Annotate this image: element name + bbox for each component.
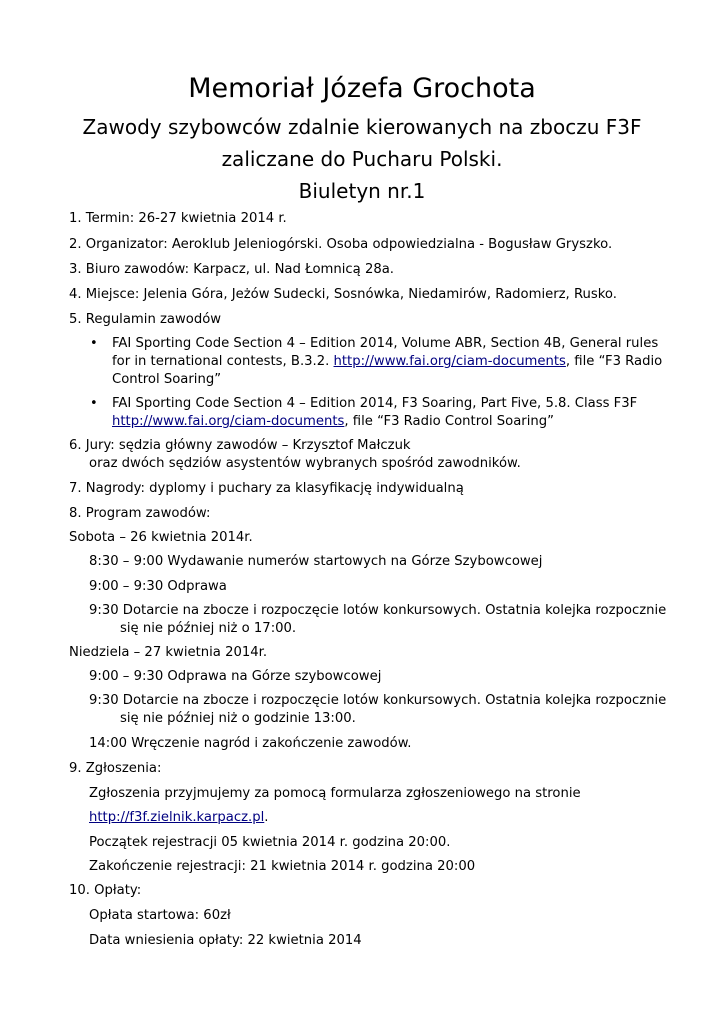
sunday-event-3: 14:00 Wręczenie nagród i zakończenie zawodów.: [89, 736, 412, 751]
registration-end: Zakończenie rejestracji: 21 kwietnia 2014 r. godzina 20:00: [89, 859, 476, 874]
item-biuro: 3. Biuro zawodów: Karpacz, ul. Nad Łomnicą 28a.: [69, 262, 394, 277]
saturday-heading: Sobota – 26 kwietnia 2014r.: [69, 530, 253, 545]
registration-link-suffix: .: [264, 810, 269, 825]
sunday-event-2-line2: się nie później niż o godzinie 13:00.: [120, 711, 356, 726]
regulamin-bullet2-line2: [112, 413, 554, 431]
item-miejsce: 4. Miejsce: Jelenia Góra, Jeżów Sudecki, Sosnówka, Niedamirów, Radomierz, Rusko.: [69, 287, 617, 302]
regulamin-bullet1-line3: Control Soaring”: [112, 372, 222, 387]
bullet-dot: •: [90, 396, 98, 411]
regulamin-bullet1-suffix: , file “F3 Radio: [565, 354, 663, 369]
zgloszenia-link-line: [89, 809, 268, 827]
bullet-dot: •: [90, 336, 98, 351]
fai-documents-link[interactable]: http://www.fai.org/ciam-documents: [112, 414, 345, 429]
item-jury-line1: 6. Jury: sędzia główny zawodów – Krzysztof Małczuk: [69, 438, 411, 453]
registration-start: Początek rejestracji 05 kwietnia 2014 r. godzina 20:00.: [89, 835, 451, 850]
item-jury-line2: oraz dwóch sędziów asystentów wybranych spośród zawodników.: [89, 456, 521, 471]
regulamin-bullet2-suffix: , file “F3 Radio Control Soaring”: [344, 414, 554, 429]
document-title: Memoriał Józefa Grochota: [188, 73, 536, 104]
saturday-event-1: 8:30 – 9:00 Wydawanie numerów startowych na Górze Szybowcowej: [89, 554, 543, 569]
regulamin-bullet2-line1: FAI Sporting Code Section 4 – Edition 2014, F3 Soaring, Part Five, 5.8. Class F3F: [112, 396, 638, 411]
document-subtitle-line1: Zawody szybowców zdalnie kierowanych na zboczu F3F: [82, 115, 642, 139]
item-nagrody: 7. Nagrody: dyplomy i puchary za klasyfikację indywidualną: [69, 481, 464, 496]
zgloszenia-text: Zgłoszenia przyjmujemy za pomocą formularza zgłoszeniowego na stronie: [89, 786, 581, 801]
zgloszenia-heading: 9. Zgłoszenia:: [69, 761, 162, 776]
saturday-event-2: 9:00 – 9:30 Odprawa: [89, 579, 227, 594]
oplaty-fee: Opłata startowa: 60zł: [89, 908, 231, 923]
regulamin-bullet1-line2: [112, 353, 662, 371]
saturday-event-3-line1: 9:30 Dotarcie na zbocze i rozpoczęcie lotów konkursowych. Ostatnia kolejka rozpocznie: [89, 603, 667, 618]
sunday-heading: Niedziela – 27 kwietnia 2014r.: [69, 645, 268, 660]
saturday-event-3-line2: się nie później niż o 17:00.: [120, 621, 297, 636]
item-program: 8. Program zawodów:: [69, 506, 211, 521]
oplaty-heading: 10. Opłaty:: [69, 883, 142, 898]
regulamin-bullet1-line1: FAI Sporting Code Section 4 – Edition 2014, Volume ABR, Section 4B, General rules: [112, 336, 659, 351]
item-organizator: 2. Organizator: Aeroklub Jeleniogórski. Osoba odpowiedzialna - Bogusław Gryszko.: [69, 237, 613, 252]
item-regulamin: 5. Regulamin zawodów: [69, 312, 222, 327]
document-subtitle-line2: zaliczane do Pucharu Polski.: [221, 147, 503, 171]
bulletin-number: Biuletyn nr.1: [298, 179, 426, 203]
sunday-event-1: 9:00 – 9:30 Odprawa na Górze szybowcowej: [89, 669, 382, 684]
sunday-event-2-line1: 9:30 Dotarcie na zbocze i rozpoczęcie lotów konkursowych. Ostatnia kolejka rozpocznie: [89, 693, 667, 708]
item-termin: 1. Termin: 26-27 kwietnia 2014 r.: [69, 211, 287, 226]
regulamin-bullet1-text: for in ternational contests, B.3.2.: [112, 354, 334, 369]
fai-documents-link[interactable]: http://www.fai.org/ciam-documents: [333, 354, 566, 369]
registration-link[interactable]: http://f3f.zielnik.karpacz.pl: [89, 810, 265, 825]
oplaty-date: Data wniesienia opłaty: 22 kwietnia 2014: [89, 933, 362, 948]
